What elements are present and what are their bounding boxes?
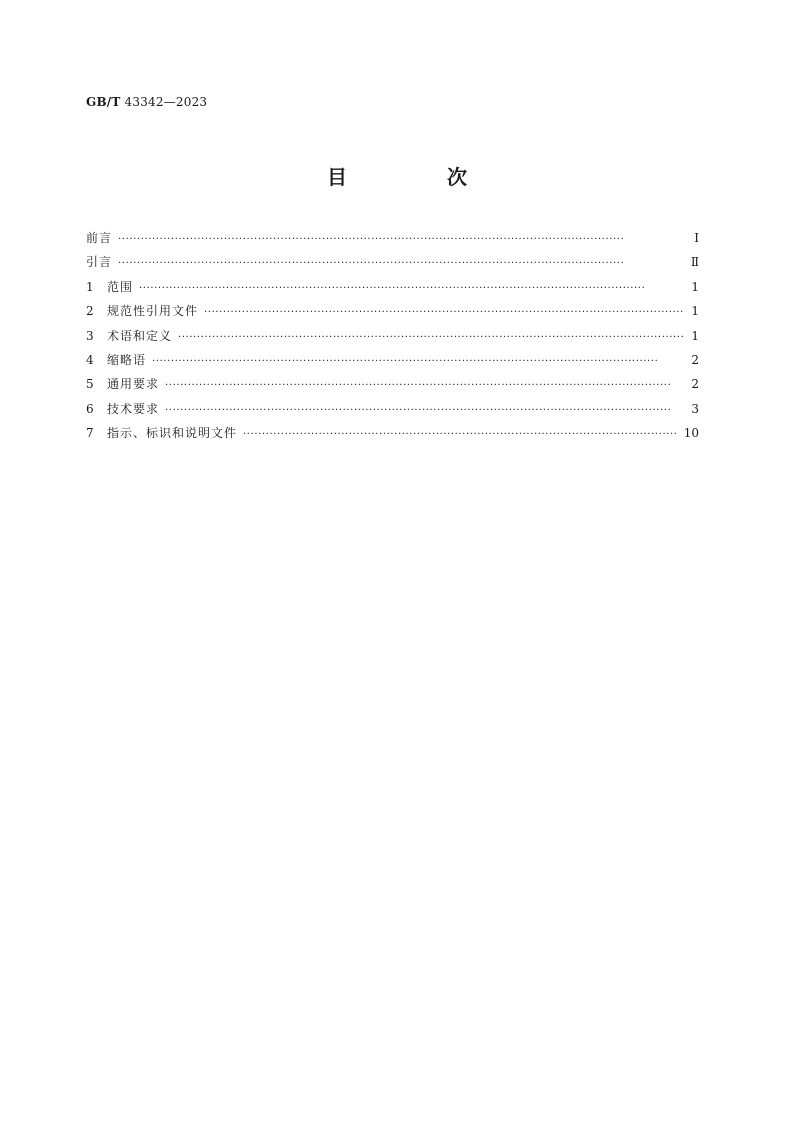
toc-entry-technical-requirements[interactable] [86,400,699,424]
toc-entry-scope[interactable] [86,278,699,302]
toc-entry-label: 缩略语 [107,352,147,367]
toc-entry-label: 引言 [86,255,113,270]
toc-entry-page: 10 [683,426,699,441]
toc-entry-page: 1 [691,304,699,319]
toc-entry-label: 范围 [107,279,134,294]
toc-entry-label: 术语和定义 [107,328,173,343]
toc-entry-label: 规范性引用文件 [107,304,199,319]
toc-entry-number: 6 [86,401,94,416]
toc-entry-number: 7 [86,426,94,441]
toc-entry-page: 1 [691,279,699,294]
toc-entry-page: 1 [691,328,699,343]
page-title: 目 次 [327,165,507,189]
toc-leader-dots [165,380,685,391]
toc-entry-general-requirements[interactable] [86,375,699,399]
toc-leader-dots [152,356,685,367]
toc-entry-label: 前言 [86,231,113,245]
toc-entry-page: Ⅱ [690,255,699,270]
toc-entry-terms-definitions[interactable] [86,327,699,351]
toc-leader-dots [178,332,685,343]
toc-entry-number: 5 [86,377,94,392]
toc-entry-label: 通用要求 [107,377,160,392]
toc-entry-introduction[interactable] [86,253,699,277]
toc-entry-page: Ⅰ [694,231,699,245]
toc-entry-label: 技术要求 [107,401,160,416]
standard-number: 43342—2023 [124,95,208,109]
toc-entry-number: 3 [86,328,94,343]
toc-leader-dots [118,234,685,245]
toc-leader-dots [243,429,678,440]
toc-leader-dots [139,283,685,294]
toc-entry-abbreviations[interactable] [86,351,699,375]
document-identifier [86,95,207,109]
toc-leader-dots [165,405,685,416]
toc-entry-markings-documents[interactable] [86,424,699,448]
toc-entry-page: 2 [691,377,699,392]
toc-entry-number: 1 [86,279,94,294]
standard-prefix: GB/T [86,95,121,109]
toc-entry-label: 指示、标识和说明文件 [107,426,238,441]
toc-entry-number: 2 [86,304,94,319]
toc-leader-dots [118,258,685,269]
toc-entry-normative-references[interactable] [86,302,699,326]
toc-entry-page: 2 [691,352,699,367]
table-of-contents [86,229,699,449]
toc-entry-preface[interactable] [86,229,699,253]
toc-leader-dots [204,307,685,318]
toc-entry-number: 4 [86,352,94,367]
toc-entry-page: 3 [691,401,699,416]
